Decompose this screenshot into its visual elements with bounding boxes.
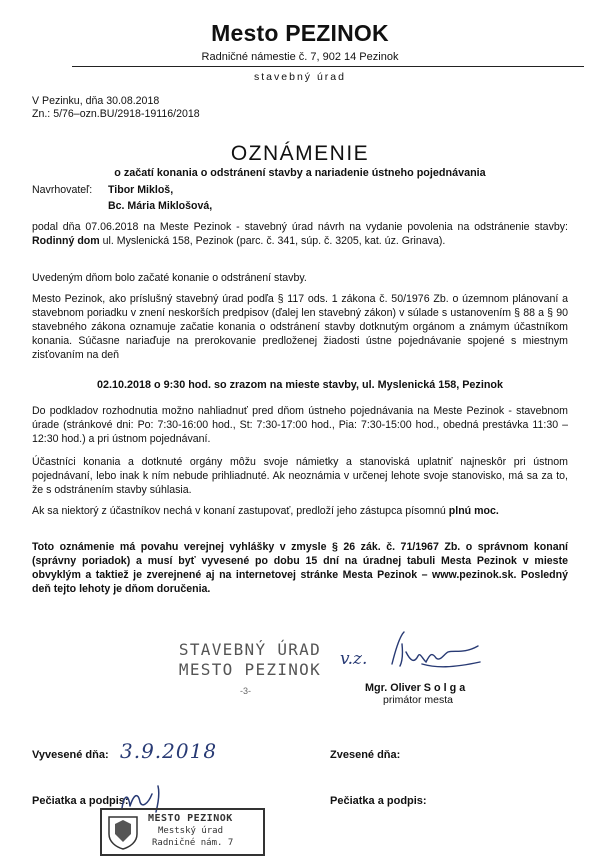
office-stamp (100, 808, 265, 856)
posted-label: Vyvesené dňa: (32, 749, 109, 761)
coat-of-arms-icon (106, 814, 140, 850)
paragraph-request: podal dňa 07.06.2018 na Meste Pezinok - stavebný úrad návrh na vydanie povolenia na odstránenie stavby: Rodinný dom ul. Myslenická 158, Pezinok (parc. č. 341, súp. č. 3205, kat. úz. Grinava). (32, 221, 568, 247)
paragraph-inspection: Do podkladov rozhodnutia možno nahliadnuť pred dňom ústneho pojednávania na Meste Pezinok - stavebnom úrade (stránkové dni: Po: 7:30-16:00 hod., St: 7:30-17:00 hod., Pia: 7:30-15:00 hod., obedná prestávka 11:30 – 12:30 hod.) a pri ústnom pojednávaní. (32, 405, 568, 445)
building-name: Rodinný dom (32, 234, 100, 247)
paragraph-legal-basis: Mesto Pezinok, ako príslušný stavebný úrad podľa § 117 ods. 1 zákona č. 50/1976 Zb. o územnom plánovaní a stavebnom poriadku v znení neskorších predpisov (ďalej len stavebný zákon) v súlade s ustanovením § 88 a § 90 stavebného zákona oznamuje začatie konania o odstránení stavby dotknutým orgánom a známym účastníkom konania. Súčasne nariaďuje na prerokovanie predloženej žiadosti ústne pojednávanie spojené s miestnym zisťovaním na deň (32, 293, 568, 361)
paragraph-representation: Ak sa niektorý z účastníkov nechá v konaní zastupovať, predloží jeho zástupca písomnú plnú moc. (32, 505, 499, 517)
applicant-name: Bc. Mária Miklošová, (108, 200, 213, 212)
stamp-number: -3- (240, 686, 251, 696)
posted-date-handwritten: 3.9.2018 (120, 739, 218, 763)
place-date: V Pezinku, dňa 30.08.2018 (32, 95, 160, 107)
header-divider (72, 66, 584, 67)
signature-icon (340, 624, 490, 680)
applicant-name: Tibor Mikloš, (108, 184, 174, 196)
paragraph-public-notice: Toto oznámenie má povahu verejnej vyhlášky v zmysle § 26 zák. č. 71/1967 Zb. o správnom konaní (správny poriadok) a musí byť vyvesené po dobu 15 dní na úradnej tabuli Mesta Pezinok v mieste obvyklým a taktiež je zverejnené aj na internetovej stránke Mesta Pezinok – www.pezinok.sk. Posledný deň tejto lehoty je dňom doručenia. (32, 541, 568, 595)
notice-subheading: o začatí konania o odstránení stavby a nariadenie ústneho pojednávania (114, 167, 486, 179)
stamp-label-right: Pečiatka a podpis: (330, 795, 427, 807)
paragraph-objections: Účastníci konania a dotknuté orgány môžu svoje námietky a stanoviská uplatniť najneskôr pri ústnom pojednávaní, lebo inak k ním nebude prihliadnuté. Ak neoznámia v určenej lehote svoje stanovisko, má sa za to, že s odstránením stavby súhlasia. (32, 456, 568, 496)
signer-role: primátor mesta (383, 694, 454, 706)
city-address: Radničné námestie č. 7, 902 14 Pezinok (201, 51, 399, 63)
office-stamp-line: Radničné nám. 7 (152, 838, 234, 848)
office-stamp-line: Mestský úrad (158, 826, 224, 836)
signature-vz: v.z. (340, 649, 368, 669)
office-stamp-text: STAVEBNÝ ÚRAD MESTO PEZINOK (178, 640, 322, 679)
city-title: Mesto PEZINOK (211, 20, 389, 46)
notice-heading: OZNÁMENIE (230, 142, 370, 165)
hearing-date: 02.10.2018 o 9:30 hod. so zrazom na mieste stavby, ul. Myslenická 158, Pezinok (96, 379, 504, 391)
paragraph-started: Uvedeným dňom bolo začaté konanie o odstránení stavby. (32, 272, 307, 284)
reference-number: Zn.: 5/76–ozn.BU/2918-19116/2018 (32, 108, 200, 120)
removed-label: Zvesené dňa: (330, 749, 401, 761)
office-stamp-line: MESTO PEZINOK (148, 813, 233, 824)
signer-name: Mgr. Oliver S o l g a (365, 682, 466, 694)
applicant-label: Navrhovateľ: (32, 184, 93, 196)
office-name: stavebný úrad (254, 71, 346, 83)
stamp-label-left: Pečiatka a podpis: (32, 795, 129, 807)
